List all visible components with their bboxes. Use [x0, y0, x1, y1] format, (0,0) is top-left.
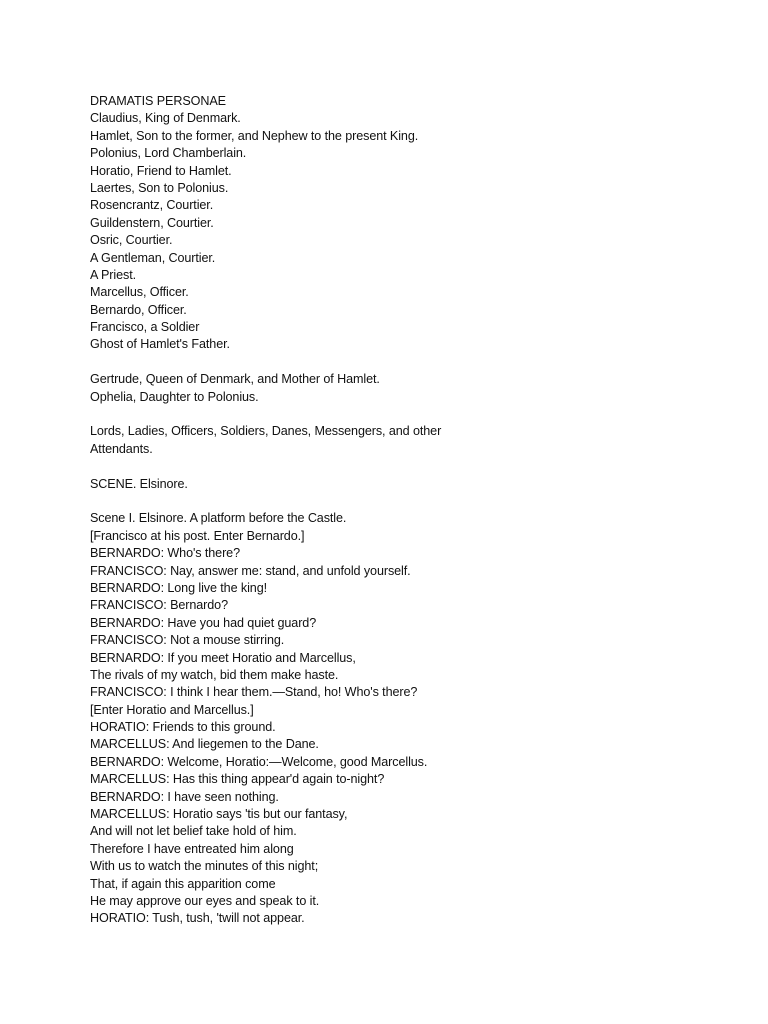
dialogue-line: MARCELLUS: Horatio says 'tis but our fantasy, — [90, 807, 348, 822]
dialogue-line: MARCELLUS: And liegemen to the Dane. — [90, 737, 319, 752]
cast-entry: Attendants. — [90, 441, 153, 456]
dialogue-line: Therefore I have entreated him along — [90, 841, 294, 856]
dialogue-line: FRANCISCO: Not a mouse stirring. — [90, 633, 285, 648]
dialogue-line: MARCELLUS: Has this thing appear'd again to-night? — [90, 772, 385, 787]
dialogue-line: BERNARDO: Long live the king! — [90, 580, 267, 595]
cast-entry: Horatio, Friend to Hamlet. — [90, 163, 232, 178]
dialogue-line: BERNARDO: Who's there? — [90, 546, 240, 561]
scene-one-dialogue — [90, 510, 730, 927]
dialogue-line: FRANCISCO: Nay, answer me: stand, and unfold yourself. — [90, 563, 411, 578]
dialogue-line: BERNARDO: If you meet Horatio and Marcellus, — [90, 650, 356, 665]
setting-line: SCENE. Elsinore. — [90, 476, 188, 491]
dialogue-line: With us to watch the minutes of this night; — [90, 859, 319, 874]
dialogue-line: He may approve our eyes and speak to it. — [90, 893, 320, 908]
cast-entry: A Priest. — [90, 267, 136, 282]
cast-list-men — [90, 110, 730, 353]
cast-list-women — [90, 371, 730, 406]
spacer — [90, 493, 730, 510]
cast-entry: Osric, Courtier. — [90, 233, 173, 248]
cast-entry: Ophelia, Daughter to Polonius. — [90, 389, 259, 404]
play-text — [90, 93, 730, 928]
cast-entry: Claudius, King of Denmark. — [90, 111, 241, 126]
cast-entry: Gertrude, Queen of Denmark, and Mother of Hamlet. — [90, 372, 380, 387]
cast-list-others — [90, 423, 730, 458]
cast-entry: Lords, Ladies, Officers, Soldiers, Danes, Messengers, and other — [90, 424, 442, 439]
dialogue-line: BERNARDO: Welcome, Horatio:—Welcome, good Marcellus. — [90, 754, 428, 769]
cast-entry: Ghost of Hamlet's Father. — [90, 337, 230, 352]
scene-heading: Scene I. Elsinore. A platform before the Castle. — [90, 511, 347, 526]
cast-entry: Polonius, Lord Chamberlain. — [90, 146, 247, 161]
stage-direction: [Enter Horatio and Marcellus.] — [90, 702, 254, 717]
cast-entry: Marcellus, Officer. — [90, 285, 189, 300]
spacer — [90, 406, 730, 423]
dialogue-line: HORATIO: Tush, tush, 'twill not appear. — [90, 911, 305, 926]
dialogue-line: That, if again this apparition come — [90, 876, 276, 891]
cast-entry: Francisco, a Soldier — [90, 320, 200, 335]
dialogue-line: BERNARDO: Have you had quiet guard? — [90, 615, 317, 630]
dialogue-line: BERNARDO: I have seen nothing. — [90, 789, 279, 804]
cast-entry: Rosencrantz, Courtier. — [90, 198, 214, 213]
dialogue-line: HORATIO: Friends to this ground. — [90, 720, 276, 735]
dramatis-personae-heading: DRAMATIS PERSONAE — [90, 94, 226, 108]
spacer — [90, 354, 730, 371]
dialogue-line: And will not let belief take hold of him. — [90, 824, 297, 839]
cast-entry: Bernardo, Officer. — [90, 302, 187, 317]
spacer — [90, 458, 730, 475]
cast-entry: Hamlet, Son to the former, and Nephew to the present King. — [90, 128, 419, 143]
dialogue-line: The rivals of my watch, bid them make haste. — [90, 667, 339, 682]
cast-entry: Guildenstern, Courtier. — [90, 215, 214, 230]
stage-direction: [Francisco at his post. Enter Bernardo.] — [90, 528, 305, 543]
cast-entry: Laertes, Son to Polonius. — [90, 180, 229, 195]
cast-entry: A Gentleman, Courtier. — [90, 250, 216, 265]
dialogue-line: FRANCISCO: Bernardo? — [90, 598, 228, 613]
dialogue-line: FRANCISCO: I think I hear them.—Stand, ho! Who's there? — [90, 685, 418, 700]
